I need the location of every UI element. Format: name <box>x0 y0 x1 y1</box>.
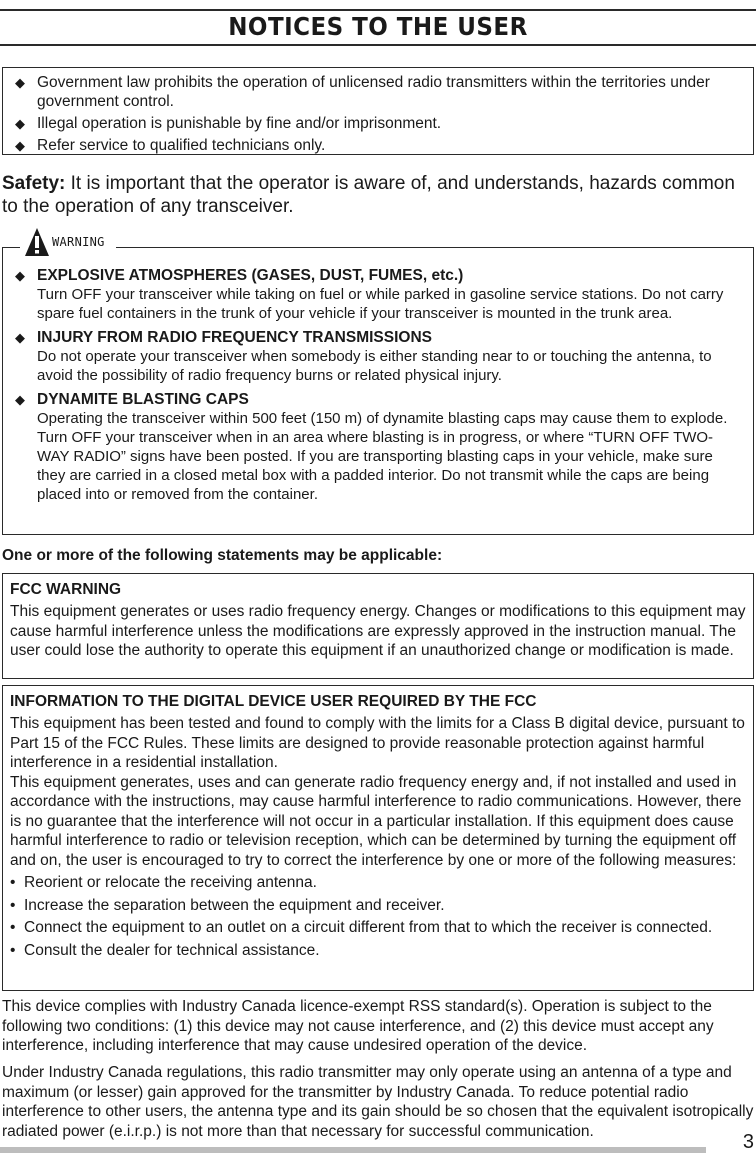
safety-lead: Safety: <box>2 173 66 194</box>
fcc-info-para: This equipment has been tested and found to comply with the limits for a Class B digital device, pursuant to Part 15 of the FCC Rules. These limits are designed to provide reasonable protection against harmful interference in a residential installation. <box>10 715 745 771</box>
notice-text: Refer service to qualified technicians only. <box>37 137 326 154</box>
bullet-dot-icon: • <box>10 874 16 891</box>
notice-text: Government law prohibits the operation of unlicensed radio transmitters within the territories under government control. <box>37 74 710 110</box>
notice-text: Illegal operation is punishable by fine and/or imprisonment. <box>37 115 442 132</box>
fcc-warning-heading: FCC WARNING <box>10 581 122 598</box>
diamond-bullet-icon: ◆ <box>15 116 25 131</box>
diamond-bullet-icon: ◆ <box>15 75 25 90</box>
diamond-bullet-icon: ◆ <box>15 330 25 345</box>
diamond-bullet-icon: ◆ <box>15 392 25 407</box>
bullet-dot-icon: • <box>10 919 16 936</box>
warning-heading: DYNAMITE BLASTING CAPS <box>37 391 249 408</box>
warning-label: WARNING <box>52 235 105 249</box>
warning-triangle-icon <box>24 227 50 257</box>
title-bar <box>0 6 756 48</box>
warning-text: Operating the transceiver within 500 feet (150 m) of dynamite blasting caps may cause them to explode. Turn OFF your transceiver when in an area where blasting is in progress, or where “TURN OFF TWO-WAY RADIO” signs have been posted. If you are transporting blasting caps in your vehicle, make sure they are carried in a closed metal box with a padded interior. Do not transmit while the caps are being placed into or removed from the container. <box>37 410 728 503</box>
warning-item <box>15 390 741 504</box>
list-item-text: Connect the equipment to an outlet on a circuit different from that to which the receiver is connected. <box>24 919 713 936</box>
page-title: NOTICES TO THE USER <box>228 12 528 41</box>
industry-canada-paragraph: Under Industry Canada regulations, this radio transmitter may only operate using an antenna of a type and maximum (or lesser) gain approved for the transmitter by Industry Canada. To reduce potential radio interference to other users, the antenna type and its gain should be so chosen that the equivalent isotropically radiated power (e.i.r.p.) is not more than that necessary for successful communication. <box>2 1064 754 1140</box>
warning-text: Turn OFF your transceiver while taking on fuel or while parked in gasoline service stations. Do not carry spare fuel containers in the trunk of your vehicle if your transceiver is mounted in the trunk area. <box>37 286 724 322</box>
list-item-text: Reorient or relocate the receiving antenna. <box>24 874 317 891</box>
fcc-info-heading: INFORMATION TO THE DIGITAL DEVICE USER REQUIRED BY THE FCC <box>10 693 537 710</box>
notice-box <box>2 67 754 155</box>
safety-text: It is important that the operator is aware of, and understands, hazards common to the operation of any transceiver. <box>2 173 735 217</box>
fcc-info-box <box>2 685 754 991</box>
warning-heading: EXPLOSIVE ATMOSPHERES (GASES, DUST, FUMES, etc.) <box>37 267 464 284</box>
page-number: 3 <box>742 1131 754 1153</box>
warning-item <box>15 266 741 323</box>
title-rule-top <box>0 9 756 11</box>
list-item-text: Increase the separation between the equipment and receiver. <box>24 896 445 914</box>
bullet-dot-icon: • <box>10 896 16 914</box>
warning-heading: INJURY FROM RADIO FREQUENCY TRANSMISSIONS <box>37 329 433 346</box>
fcc-info-para: This equipment generates, uses and can generate radio frequency energy and, if not installed and used in accordance with the instructions, may cause harmful interference to radio communications. However, there is no guarantee that the interference will not occur in a particular installation. If this equipment does cause harmful interference to radio or television reception, which can be determined by turning the equipment off and on, the user is encouraged to try to correct the interference by one or more of the following measures: <box>10 773 742 869</box>
list-item <box>10 918 746 938</box>
industry-canada-paragraph: This device complies with Industry Canada licence-exempt RSS standard(s). Operation is subject to the following two conditions: (1) this device may not cause interference, and (2) this device must accept any interference, including interference that may cause undesired operation of the device. <box>2 998 714 1054</box>
notice-item <box>15 114 741 133</box>
list-item-text: Consult the dealer for technical assistance. <box>24 941 320 959</box>
warning-text: Do not operate your transceiver when somebody is either standing near to or touching the antenna, to avoid the possibility of radio frequency burns or related physical injury. <box>37 348 712 384</box>
list-item <box>10 873 746 893</box>
list-item <box>10 896 746 916</box>
list-item <box>10 941 746 961</box>
fcc-warning-box <box>2 573 754 679</box>
diamond-bullet-icon: ◆ <box>15 138 25 153</box>
warning-item <box>15 328 741 385</box>
warning-logo <box>20 226 116 258</box>
title-rule-bottom <box>0 44 756 46</box>
footer-bar <box>0 1147 706 1153</box>
notice-item <box>15 73 741 111</box>
safety-paragraph <box>2 172 754 218</box>
fcc-warning-text: This equipment generates or uses radio frequency energy. Changes or modifications to this equipment may cause harmful interference unless the modifications are expressly approved in the instruction manual. The user could lose the authority to operate this equipment if an unauthorized change or modification is made. <box>10 603 746 659</box>
diamond-bullet-icon: ◆ <box>15 268 25 283</box>
warning-box <box>2 247 754 535</box>
notice-item <box>15 136 741 155</box>
bullet-dot-icon: • <box>10 941 16 959</box>
applicable-statement: One or more of the following statements may be applicable: <box>2 547 443 564</box>
